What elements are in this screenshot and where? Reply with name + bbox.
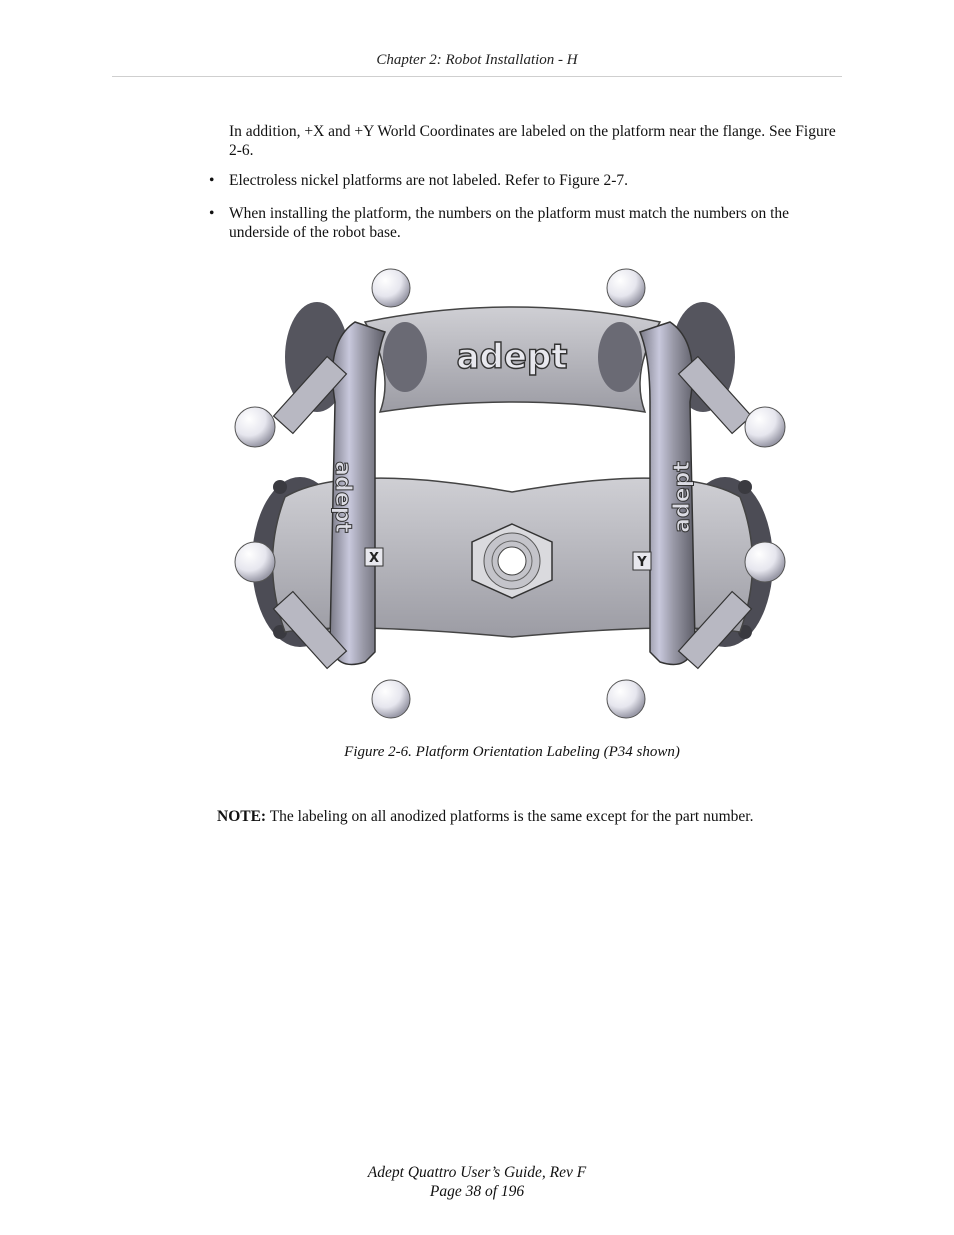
intro-paragraph: In addition, +X and +Y World Coordinates are labeled on the platform near the flange. See Figure 2-6. [229, 123, 836, 159]
adept-logo-right: adept [670, 461, 695, 533]
adept-logo-left: adept [330, 461, 355, 533]
note-text: The labeling on all anodized platforms is the same except for the part number. [266, 808, 754, 825]
bullet-item [209, 171, 844, 190]
adept-logo: adept [456, 337, 568, 377]
footer-guide-title: Adept Quattro User’s Guide, Rev F [367, 1164, 587, 1181]
footer-page-number: Page 38 of 196 [429, 1183, 525, 1200]
svg-text:Y: Y [637, 555, 647, 570]
platform-illustration [225, 262, 800, 722]
bullet-icon: • [209, 205, 215, 222]
running-footer [0, 1163, 954, 1201]
y-axis-marker [633, 552, 651, 570]
svg-text:X: X [368, 551, 380, 566]
platform-figure [225, 262, 800, 722]
note-label: NOTE: [217, 808, 267, 825]
note-paragraph [217, 807, 777, 826]
x-axis-marker [365, 548, 383, 566]
bullet-icon: • [209, 172, 215, 189]
figure-caption: Figure 2-6. Platform Orientation Labeling (P34 shown) [344, 744, 680, 760]
header-divider [112, 76, 842, 77]
bullet-item [209, 204, 844, 242]
running-header: Chapter 2: Robot Installation - H [376, 52, 578, 68]
bullet-text: Electroless nickel platforms are not labeled. Refer to Figure 2-7. [229, 172, 628, 189]
bullet-text: When installing the platform, the numbers on the platform must match the numbers on the underside of the robot base. [229, 205, 790, 241]
